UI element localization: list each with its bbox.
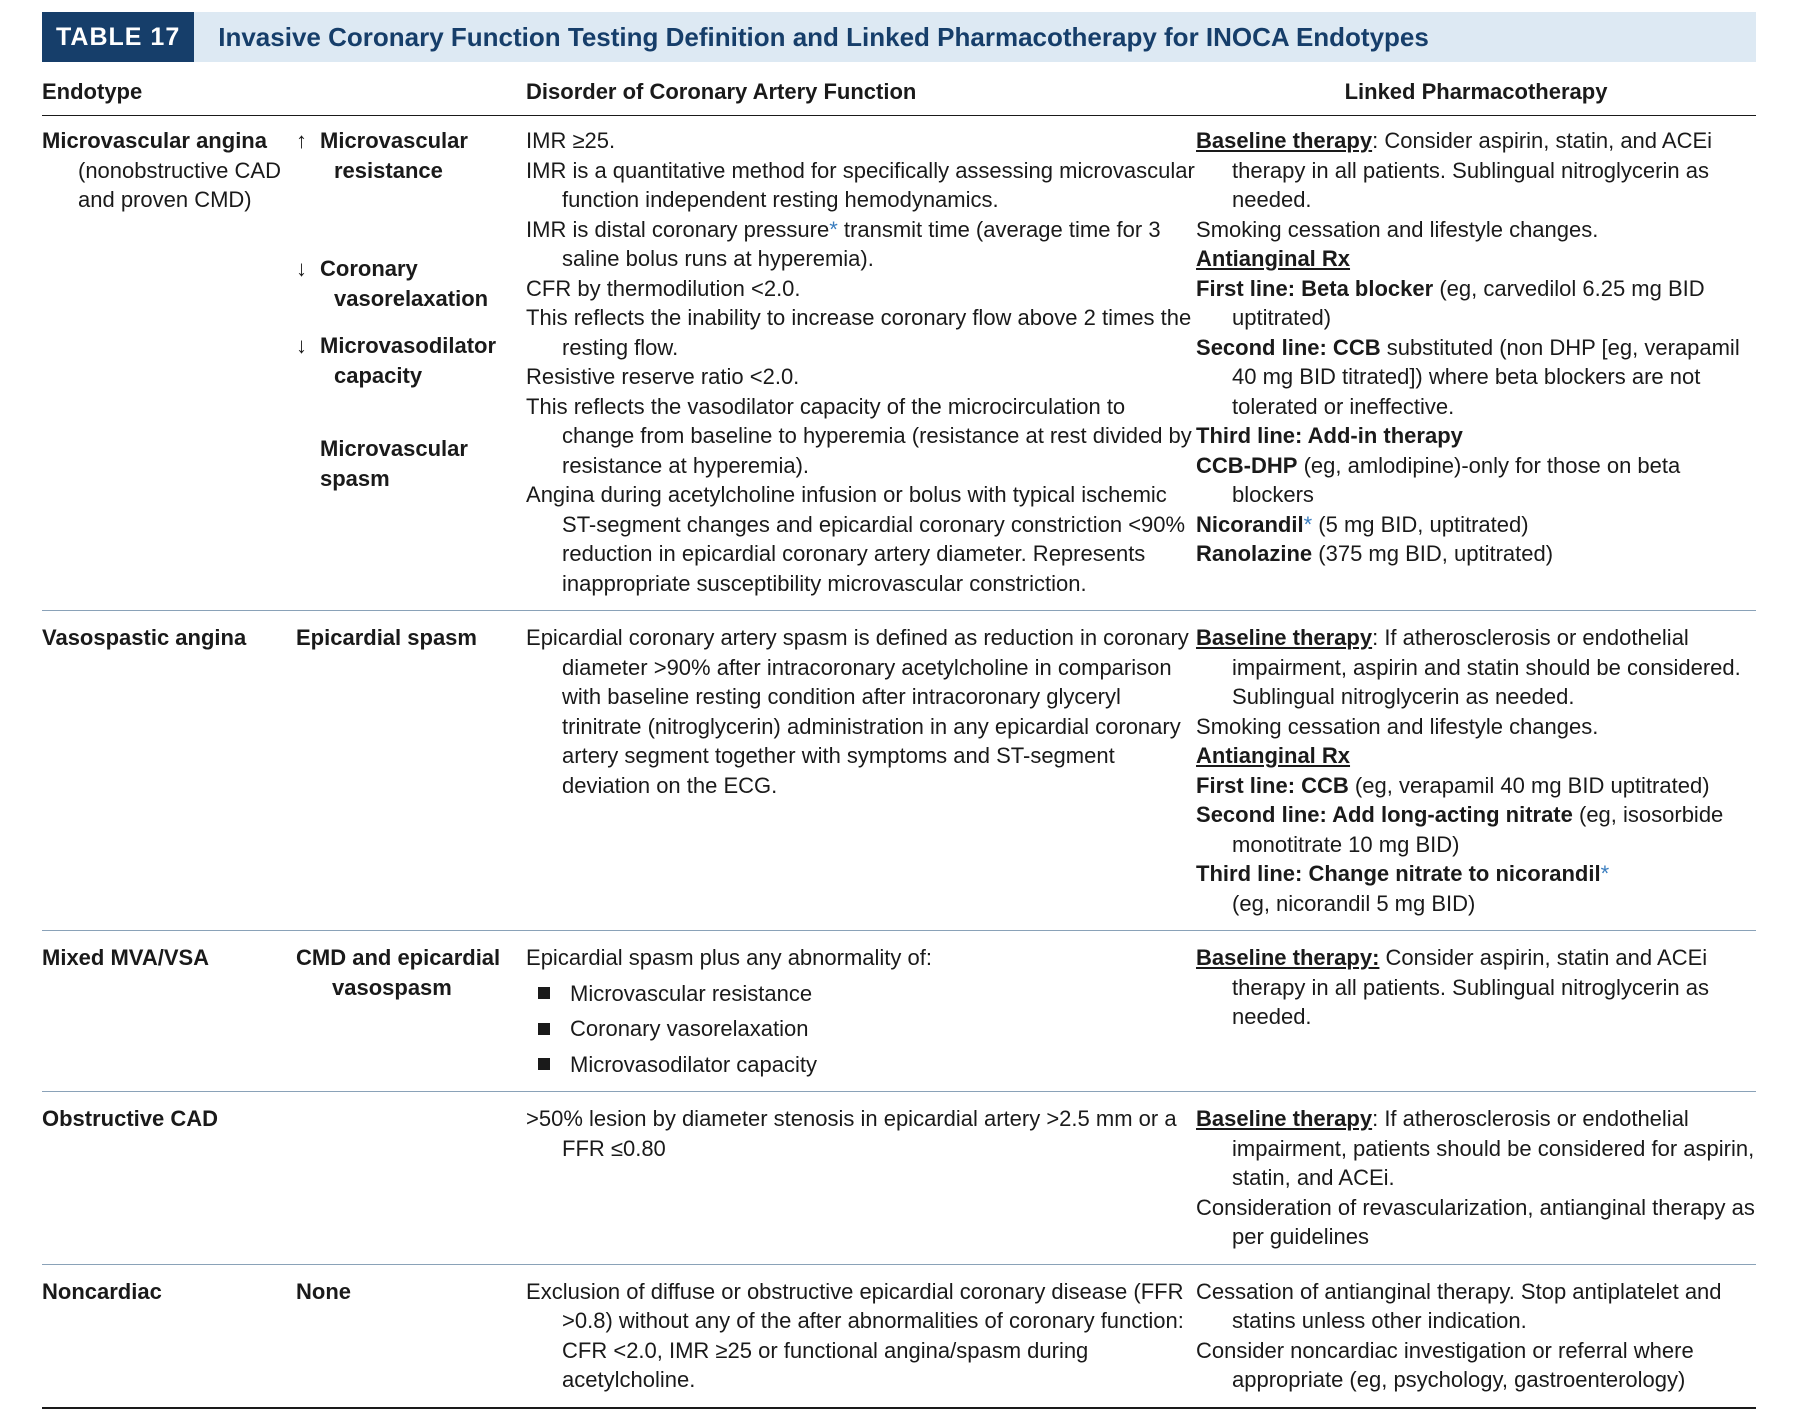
footnote-asterisk: * [1303, 511, 1313, 537]
endotype-name: Mixed MVA/VSA [42, 945, 210, 970]
therapy-line [1196, 510, 1756, 540]
bullet-item [526, 1014, 1196, 1044]
subtype-label: Microvasodilator capacity [320, 333, 497, 388]
disorder-text: Exclusion of diffuse or obstructive epicardial coronary disease (FFR >0.8) without any of the after abnormalities of coronary function: CFR <2.0, IMR ≥25 or functional angina/spasm during acetylcholine. [526, 1278, 1184, 1392]
therapy-label: Third line: Change nitrate to nicorandil [1196, 861, 1601, 886]
subtype-cell [296, 116, 526, 611]
endotype-detail: (nonobstructive CAD and proven CMD) [78, 157, 281, 212]
square-bullet-icon [538, 987, 550, 999]
therapy-line [1196, 274, 1756, 333]
subtype-label: Microvascular resistance [320, 128, 468, 183]
subtype-microvasodilator-capacity [296, 331, 526, 434]
therapy-heading: Antianginal Rx [1196, 743, 1351, 768]
footnote-asterisk: * [1600, 861, 1610, 886]
therapy-line [1196, 800, 1756, 859]
endotype-name: Vasospastic angina [42, 625, 247, 650]
subtype-label: Coronary vasorelaxation [320, 256, 489, 311]
endotype-name: Microvascular angina [42, 128, 267, 153]
therapy-text: (eg, nicorandil 5 mg BID) [1232, 890, 1476, 916]
header-disorder: Disorder of Coronary Artery Function [526, 68, 1196, 116]
therapy-text: (eg, carvedilol 6.25 mg BID uptitrated) [1232, 275, 1705, 330]
therapy-label: First line: Beta blocker [1196, 275, 1434, 301]
therapy-label: First line: CCB [1196, 772, 1349, 798]
therapy-text: Consider aspirin, statin and ACEi therapy in all patients. Sublingual nitroglycerin as needed. [1232, 945, 1709, 1029]
therapy-text: : If atherosclerosis or endothelial impairment, patients should be considered for aspirin, statin, and ACEi. [1232, 1106, 1755, 1190]
therapy-label: Second line: CCB [1196, 334, 1381, 360]
therapy-label: Ranolazine [1196, 541, 1313, 566]
subtype-cell [296, 1092, 526, 1265]
endotype-cell [42, 611, 296, 931]
disorder-cell [526, 1264, 1196, 1408]
therapy-text: (eg, isosorbide monotitrate 10 mg BID) [1232, 802, 1724, 857]
bullet-text: Microvascular resistance [570, 980, 813, 1006]
endotype-name: Noncardiac [42, 1278, 162, 1304]
therapy-label: Baseline therapy [1196, 128, 1373, 153]
disorder-cell [526, 1092, 1196, 1265]
disorder-text: This reflects the vasodilator capacity of the microcirculation to change from baseline to hyperemia (resistance at rest divided by resistance at hyperemia). [526, 393, 1192, 478]
table-number-label: TABLE 17 [42, 12, 194, 62]
therapy-line [1196, 1104, 1756, 1193]
therapy-text: : If atherosclerosis or endothelial impairment, aspirin and statin should be considered. Sublingual nitroglycerin as needed. [1232, 625, 1741, 709]
table-row-vasospastic-angina [42, 611, 1756, 931]
square-bullet-icon [538, 1023, 550, 1035]
therapy-line: Consideration of revascularization, antianginal therapy as per guidelines [1196, 1194, 1755, 1249]
header-endotype: Endotype [42, 68, 526, 116]
table-row-mixed-mva-vsa [42, 931, 1756, 1092]
text-run: IMR is distal coronary pressure [526, 216, 830, 242]
text-run: transmit time (average time for 3 saline bolus runs at hyperemia). [562, 216, 1161, 271]
endotype-cell [42, 1092, 296, 1265]
disorder-cell [526, 611, 1196, 931]
footnote-asterisk: * [829, 216, 838, 242]
endotype-name: Obstructive CAD [42, 1106, 219, 1131]
disorder-text: >50% lesion by diameter stenosis in epicardial artery >2.5 mm or a FFR ≤0.80 [526, 1106, 1177, 1161]
therapy-text: (eg, amlodipine)-only for those on beta blockers [1232, 452, 1681, 507]
up-arrow-icon: ↑ [296, 128, 307, 153]
therapy-line [1196, 859, 1756, 889]
disorder-text: Resistive reserve ratio <2.0. [526, 364, 800, 389]
therapy-label: Nicorandil [1196, 511, 1304, 537]
disorder-text: IMR is a quantitative method for specifically assessing microvascular function independent resting hemodynamics. [526, 157, 1195, 212]
therapy-label: CCB-DHP [1196, 452, 1298, 478]
therapy-line [1196, 333, 1756, 422]
therapy-line [1196, 771, 1756, 801]
therapy-text: (375 mg BID, uptitrated) [1312, 541, 1554, 566]
square-bullet-icon [538, 1058, 550, 1070]
therapy-line [1196, 451, 1756, 510]
endotype-cell [42, 1264, 296, 1408]
header-pharmacotherapy: Linked Pharmacotherapy [1196, 68, 1756, 116]
subtype-microvascular-resistance [296, 126, 526, 254]
pharmacotherapy-cell [1196, 1264, 1756, 1408]
disorder-cell [526, 931, 1196, 1092]
subtype-cell [296, 931, 526, 1092]
subtype-label: Microvascular spasm [320, 436, 468, 491]
disorder-text [526, 215, 1196, 274]
disorder-text: CFR by thermodilution <2.0. [526, 275, 801, 301]
table-row-microvascular-angina [42, 116, 1756, 611]
subtype-coronary-vasorelaxation [296, 254, 526, 331]
disorder-text: Epicardial spasm plus any abnormality of: [526, 945, 932, 970]
subtype-cell [296, 1264, 526, 1408]
therapy-line: Smoking cessation and lifestyle changes. [1196, 216, 1599, 242]
therapy-line [1196, 126, 1756, 215]
table-title: Invasive Coronary Function Testing Definition and Linked Pharmacotherapy for INOCA Endotypes [218, 21, 1429, 52]
subtype-label: CMD and epicardial vasospasm [296, 945, 501, 1000]
therapy-line [1196, 539, 1756, 569]
header-row [42, 68, 1756, 116]
disorder-cell [526, 116, 1196, 611]
therapy-label: Baseline therapy [1196, 1106, 1373, 1131]
endotype-cell [42, 931, 296, 1092]
disorder-text: IMR ≥25. [526, 128, 616, 153]
down-arrow-icon: ↓ [296, 256, 307, 281]
subtype-label: Epicardial spasm [296, 625, 477, 650]
therapy-text: : Consider aspirin, statin, and ACEi therapy in all patients. Sublingual nitroglycerin as needed. [1232, 128, 1713, 212]
bullet-item [526, 1050, 1196, 1080]
therapy-text: (5 mg BID, uptitrated) [1312, 511, 1529, 537]
therapy-label: Baseline therapy: [1196, 945, 1380, 970]
disorder-text: Epicardial coronary artery spasm is defined as reduction in coronary diameter >90% after intracoronary acetylcholine in comparison with baseline resting condition after intracoronary glyceryl trinitrate (nitroglycerin) administration in any epicardial coronary artery segment together with symptoms and ST-segment deviation on the ECG. [526, 625, 1189, 798]
pharmacotherapy-cell [1196, 611, 1756, 931]
therapy-line: Consider noncardiac investigation or referral where appropriate (eg, psychology, gastroenterology) [1196, 1337, 1694, 1392]
table-row-noncardiac [42, 1264, 1756, 1408]
pharmacotherapy-cell [1196, 931, 1756, 1092]
bullet-item [526, 979, 1196, 1009]
therapy-line [1196, 943, 1756, 1032]
therapy-line: Smoking cessation and lifestyle changes. [1196, 713, 1599, 739]
therapy-label: Baseline therapy [1196, 625, 1373, 650]
therapy-heading: Antianginal Rx [1196, 246, 1351, 271]
bullet-text: Microvasodilator capacity [570, 1051, 817, 1077]
endotype-cell [42, 116, 296, 611]
table-caption [42, 12, 1756, 62]
disorder-text: This reflects the inability to increase coronary flow above 2 times the resting flow. [526, 305, 1192, 360]
pharmacotherapy-cell [1196, 1092, 1756, 1265]
inoca-endotype-table [42, 68, 1756, 1409]
pharmacotherapy-cell [1196, 116, 1756, 611]
subtype-microvascular-spasm [296, 434, 526, 493]
therapy-label: Second line: Add long-acting nitrate [1196, 802, 1573, 827]
disorder-text: Angina during acetylcholine infusion or bolus with typical ischemic ST-segment changes and epicardial coronary constriction <90% reduction in epicardial coronary artery diameter. Represents inappropriate susceptibility microvascular constriction. [526, 482, 1186, 596]
bullet-text: Coronary vasorelaxation [570, 1016, 809, 1041]
table-figure [42, 12, 1756, 1409]
subtype-cell [296, 611, 526, 931]
subtype-label: None [296, 1278, 351, 1304]
therapy-text: substituted (non DHP [eg, verapamil 40 mg BID titrated]) where beta blockers are not tolerated or ineffective. [1232, 334, 1740, 419]
down-arrow-icon: ↓ [296, 333, 307, 358]
table-row-obstructive-cad [42, 1092, 1756, 1265]
therapy-line: Cessation of antianginal therapy. Stop antiplatelet and statins unless other indication. [1196, 1278, 1722, 1333]
therapy-line: Third line: Add-in therapy [1196, 423, 1463, 448]
therapy-text: (eg, verapamil 40 mg BID uptitrated) [1348, 772, 1710, 798]
therapy-line [1196, 623, 1756, 712]
